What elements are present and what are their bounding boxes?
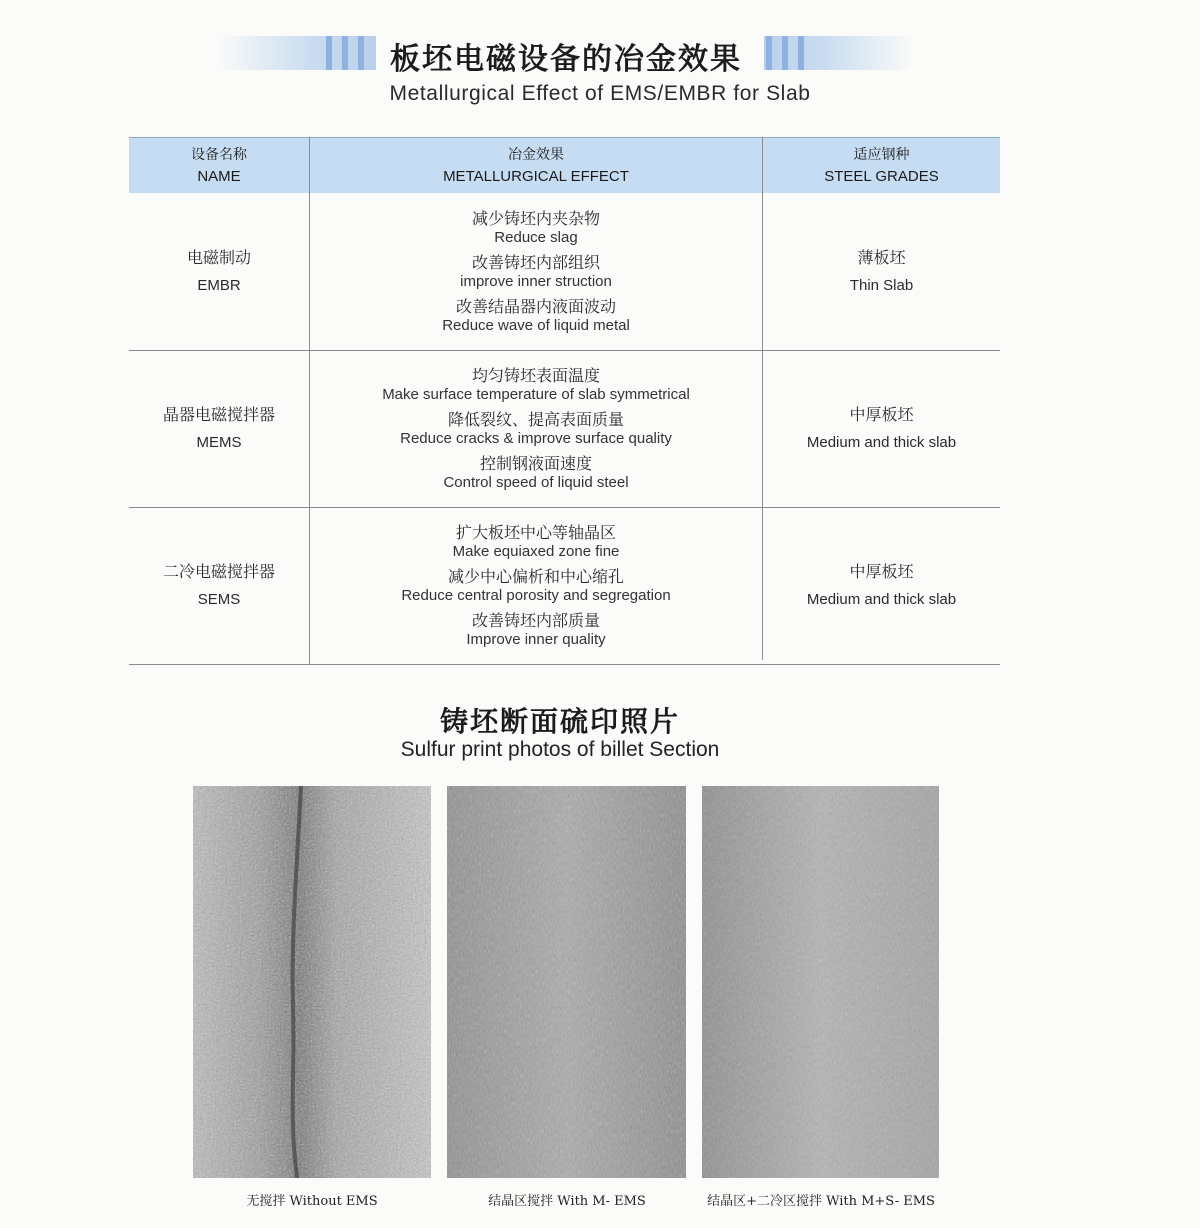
effect-en: Reduce wave of liquid metal xyxy=(442,316,630,334)
effect-item xyxy=(401,567,670,605)
effect-cn: 降低裂纹、提高表面质量 xyxy=(447,410,624,429)
photo-caption: 无搅拌 Without EMS xyxy=(246,1194,378,1209)
steel-grade-en: Medium and thick slab xyxy=(806,434,957,451)
effect-item xyxy=(472,209,600,247)
steel-grade-cn: 中厚板坯 xyxy=(849,405,914,424)
table-row xyxy=(129,351,1000,507)
equipment-name xyxy=(129,508,309,664)
section-title-cn: 铸坯断面硫印照片 xyxy=(439,705,680,738)
effect-en: Make equiaxed zone fine xyxy=(452,543,620,560)
effect-cn: 减少铸坯内夹杂物 xyxy=(471,208,600,228)
header-name xyxy=(129,138,309,193)
equipment-name-cn: 晶器电磁搅拌器 xyxy=(162,405,275,424)
header-grade xyxy=(763,138,1000,193)
band-bar xyxy=(326,36,332,70)
page-title-cn: 板坯电磁设备的冶金效果 xyxy=(390,42,742,77)
effect-item xyxy=(460,253,612,291)
effect-list xyxy=(310,193,762,350)
page-title-en: Metallurgical Effect of EMS/EMBR for Slab xyxy=(389,82,811,105)
effect-list xyxy=(310,508,762,664)
equipment-name xyxy=(129,351,309,507)
sulfur-print-photo-with-m-s-ems xyxy=(702,786,939,1178)
steel-grade-cn: 中厚板坯 xyxy=(849,562,914,581)
effect-cn: 改善铸坯内部质量 xyxy=(471,611,600,630)
band-bar xyxy=(766,36,772,70)
steel-grade xyxy=(763,351,1000,507)
effect-cn: 扩大板坯中心等轴晶区 xyxy=(455,523,616,542)
effect-item xyxy=(466,611,605,649)
header-grade-cn: 适应钢种 xyxy=(853,146,910,163)
equipment-name-cn: 电磁制动 xyxy=(186,247,251,267)
effect-item xyxy=(442,297,630,335)
steel-grade xyxy=(763,193,1000,350)
table-row xyxy=(129,508,1000,664)
equipment-name-en: EMBR xyxy=(197,276,241,294)
effect-cn: 改善铸坯内部组织 xyxy=(471,252,600,272)
effect-cn: 减少中心偏析和中心缩孔 xyxy=(447,567,624,586)
effect-en: Control speed of liquid steel xyxy=(443,474,629,491)
equipment-name xyxy=(129,193,309,350)
header-effect-en: METALLURGICAL EFFECT xyxy=(443,167,629,185)
effect-table xyxy=(129,137,1000,648)
effect-en: Improve inner quality xyxy=(466,631,606,648)
effect-en: Reduce slag xyxy=(494,228,578,246)
band-bar xyxy=(782,36,788,70)
table-row xyxy=(129,193,1000,350)
band-bar xyxy=(358,36,364,70)
effect-en: Reduce central porosity and segregation xyxy=(401,587,671,604)
effect-en: improve inner struction xyxy=(460,272,612,290)
effect-item xyxy=(400,410,672,448)
section-title-en: Sulfur print photos of billet Section xyxy=(400,738,720,761)
band-bar xyxy=(798,36,804,70)
table-header xyxy=(129,137,1000,193)
header-grade-en: STEEL GRADES xyxy=(824,167,939,185)
photo-caption: 结晶区搅拌 With M- EMS xyxy=(488,1194,646,1209)
header-effect-cn: 冶金效果 xyxy=(508,146,564,163)
effect-list xyxy=(310,351,762,507)
row-divider xyxy=(129,664,1000,665)
title-band-right xyxy=(764,36,914,70)
photo-caption: 结晶区+二冷区搅拌 With M+S- EMS xyxy=(707,1194,935,1209)
effect-cn: 改善结晶器内液面波动 xyxy=(455,296,616,316)
effect-cn: 均匀铸坯表面温度 xyxy=(471,366,600,385)
effect-en: Reduce cracks & improve surface quality xyxy=(400,430,672,447)
equipment-name-en: MEMS xyxy=(196,434,242,451)
sulfur-print-photo-without-ems xyxy=(193,786,431,1178)
band-bar xyxy=(342,36,348,70)
effect-item xyxy=(443,454,628,492)
header-name-en: NAME xyxy=(197,167,241,185)
steel-grade-en: Medium and thick slab xyxy=(806,591,957,608)
equipment-name-en: SEMS xyxy=(197,591,241,608)
effect-item xyxy=(382,366,690,404)
effect-en: Make surface temperature of slab symmetrical xyxy=(382,386,690,403)
header-effect xyxy=(310,138,762,193)
effect-cn: 控制钢液面速度 xyxy=(479,454,592,473)
equipment-name-cn: 二冷电磁搅拌器 xyxy=(162,562,275,581)
steel-grade-en: Thin Slab xyxy=(849,276,914,294)
steel-grade-cn: 薄板坯 xyxy=(857,247,906,267)
sulfur-print-photo-with-m-ems xyxy=(447,786,686,1178)
steel-grade xyxy=(763,508,1000,664)
effect-item xyxy=(453,523,620,561)
header-name-cn: 设备名称 xyxy=(191,146,247,163)
title-band-left xyxy=(216,36,376,70)
